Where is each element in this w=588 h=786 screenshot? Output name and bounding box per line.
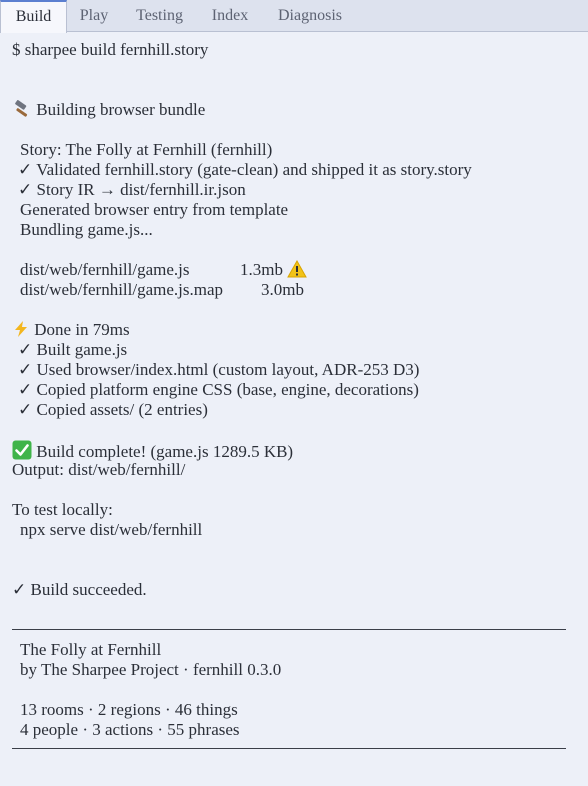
summary-stats-1: 13 rooms · 2 regions · 46 things <box>20 700 238 719</box>
file2-name: dist/web/fernhill/game.js.map <box>20 280 224 299</box>
file2-size: 3.0mb <box>261 280 304 299</box>
complete-line <box>12 440 293 462</box>
built-line <box>18 340 127 360</box>
built-text: Built game.js <box>36 340 128 359</box>
story-ir-line <box>18 180 246 200</box>
used-line <box>18 360 419 380</box>
hammer-icon <box>12 100 32 120</box>
tab-diagnosis[interactable]: Diagnosis <box>278 7 342 24</box>
check-mark-icon: ✓ <box>18 340 33 359</box>
done-line <box>12 320 130 340</box>
succeeded-text: Build succeeded. <box>30 580 147 599</box>
check-mark-icon: ✓ <box>18 400 33 419</box>
warning-icon <box>287 260 307 280</box>
check-mark-icon: ✓ <box>18 160 33 179</box>
succeeded-line <box>12 580 147 600</box>
validated-line <box>18 160 472 180</box>
generated-line: Generated browser entry from template <box>20 200 289 219</box>
heading-line <box>12 100 205 120</box>
file1-name: dist/web/fernhill/game.js <box>20 260 190 279</box>
story-ir-text: Story IR → dist/fernhill.ir.json <box>36 180 246 199</box>
copied-css-text: Copied platform engine CSS (base, engine, decorations) <box>36 380 419 399</box>
heading-text: Building browser bundle <box>36 100 206 119</box>
command-line: $ sharpee build fernhill.story <box>12 40 209 59</box>
check-mark-icon: ✓ <box>18 380 33 399</box>
story-line: Story: The Folly at Fernhill (fernhill) <box>20 140 273 159</box>
serve-command-line: npx serve dist/web/fernhill <box>20 520 203 539</box>
copied-assets-line <box>18 400 208 420</box>
file1-size: 1.3mb <box>240 260 283 279</box>
lightning-icon <box>12 320 30 340</box>
bundling-line: Bundling game.js... <box>20 220 153 239</box>
check-mark-icon: ✓ <box>18 180 33 199</box>
validated-text: Validated fernhill.story (gate-clean) and shipped it as story.story <box>36 160 472 179</box>
test-locally-line: To test locally: <box>12 500 113 519</box>
complete-text: Build complete! (game.js 1289.5 KB) <box>36 442 294 461</box>
divider-top <box>12 629 566 630</box>
tab-build[interactable]: Build <box>0 0 67 33</box>
copied-assets-text: Copied assets/ (2 entries) <box>36 400 208 419</box>
tab-testing[interactable]: Testing <box>136 7 183 24</box>
terminal-output <box>0 33 588 786</box>
summary-title: The Folly at Fernhill <box>20 640 162 659</box>
file1-size-line <box>240 260 307 280</box>
tab-play[interactable]: Play <box>79 7 109 24</box>
divider-bottom <box>12 748 566 749</box>
used-text: Used browser/index.html (custom layout, ADR-253 D3) <box>36 360 420 379</box>
copied-css-line <box>18 380 419 400</box>
check-mark-icon: ✓ <box>12 580 27 599</box>
tab-bar <box>0 0 588 32</box>
summary-stats-2: 4 people · 3 actions · 55 phrases <box>20 720 240 739</box>
tab-index[interactable]: Index <box>211 7 249 24</box>
summary-byline: by The Sharpee Project · fernhill 0.3.0 <box>20 660 282 679</box>
check-mark-icon: ✓ <box>18 360 33 379</box>
check-box-icon <box>12 440 32 462</box>
done-text: Done in 79ms <box>34 320 130 339</box>
output-line: Output: dist/web/fernhill/ <box>12 460 186 479</box>
